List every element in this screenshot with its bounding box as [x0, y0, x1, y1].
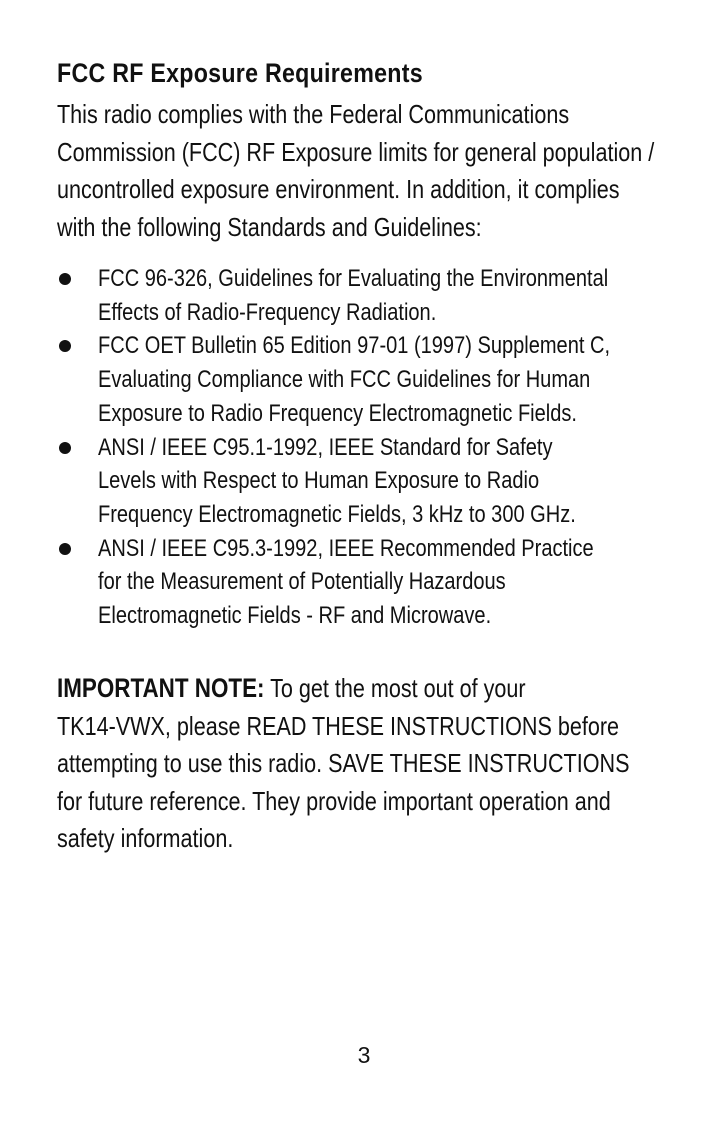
bullet-icon [59, 442, 71, 454]
list-item [57, 431, 677, 532]
list-item-line: Exposure to Radio Frequency Electromagnetic Fields. [98, 399, 577, 427]
list-item-line: ANSI / IEEE C95.1-1992, IEEE Standard for Safety [98, 433, 553, 461]
list-item-text [98, 532, 674, 633]
bullet-icon [59, 340, 71, 352]
important-note-line: attempting to use this radio. SAVE THESE INSTRUCTIONS [57, 748, 630, 778]
list-item-line: Levels with Respect to Human Exposure to Radio [98, 467, 540, 495]
important-note [57, 670, 663, 858]
list-item-line: FCC OET Bulletin 65 Edition 97-01 (1997) Supplement C, [98, 332, 611, 360]
important-note-text: To get the most out of your [264, 673, 526, 703]
standards-list [57, 262, 677, 633]
important-note-line: safety information. [57, 823, 234, 853]
list-item-text [98, 431, 674, 532]
intro-line: uncontrolled exposure environment. In addition, it complies [57, 174, 620, 204]
list-item-text [98, 262, 674, 329]
important-note-line: for future reference. They provide important operation and [57, 785, 611, 816]
bullet-icon [59, 543, 71, 555]
list-item [57, 262, 677, 329]
list-item [57, 329, 677, 430]
list-item-line: FCC 96-326, Guidelines for Evaluating the Environmental [98, 265, 609, 292]
list-item-line: Evaluating Compliance with FCC Guidelines for Human [98, 366, 591, 394]
intro-line: This radio complies with the Federal Communications [57, 99, 570, 129]
list-item-text [98, 329, 674, 430]
important-note-line: TK14-VWX, please READ THESE INSTRUCTIONS before [57, 710, 620, 741]
list-item-line: Effects of Radio-Frequency Radiation. [98, 298, 437, 326]
list-item-line: Electromagnetic Fields - RF and Microwave. [98, 602, 492, 630]
list-item-line: ANSI / IEEE C95.3-1992, IEEE Recommended Practice [98, 534, 594, 562]
list-item [57, 532, 677, 633]
bullet-icon [59, 273, 71, 285]
intro-line: Commission (FCC) RF Exposure limits for general population / [57, 136, 655, 167]
page-number: 3 [357, 1042, 371, 1068]
list-item-line: for the Measurement of Potentially Hazardous [98, 568, 506, 596]
page-heading: FCC RF Exposure Requirements [57, 58, 423, 88]
intro-paragraph [57, 96, 655, 246]
intro-line: with the following Standards and Guidelines: [57, 211, 482, 242]
important-note-label: IMPORTANT NOTE: [57, 673, 265, 703]
important-note-first-line [57, 670, 663, 708]
list-item-line: Frequency Electromagnetic Fields, 3 kHz to 300 GHz. [98, 500, 576, 528]
